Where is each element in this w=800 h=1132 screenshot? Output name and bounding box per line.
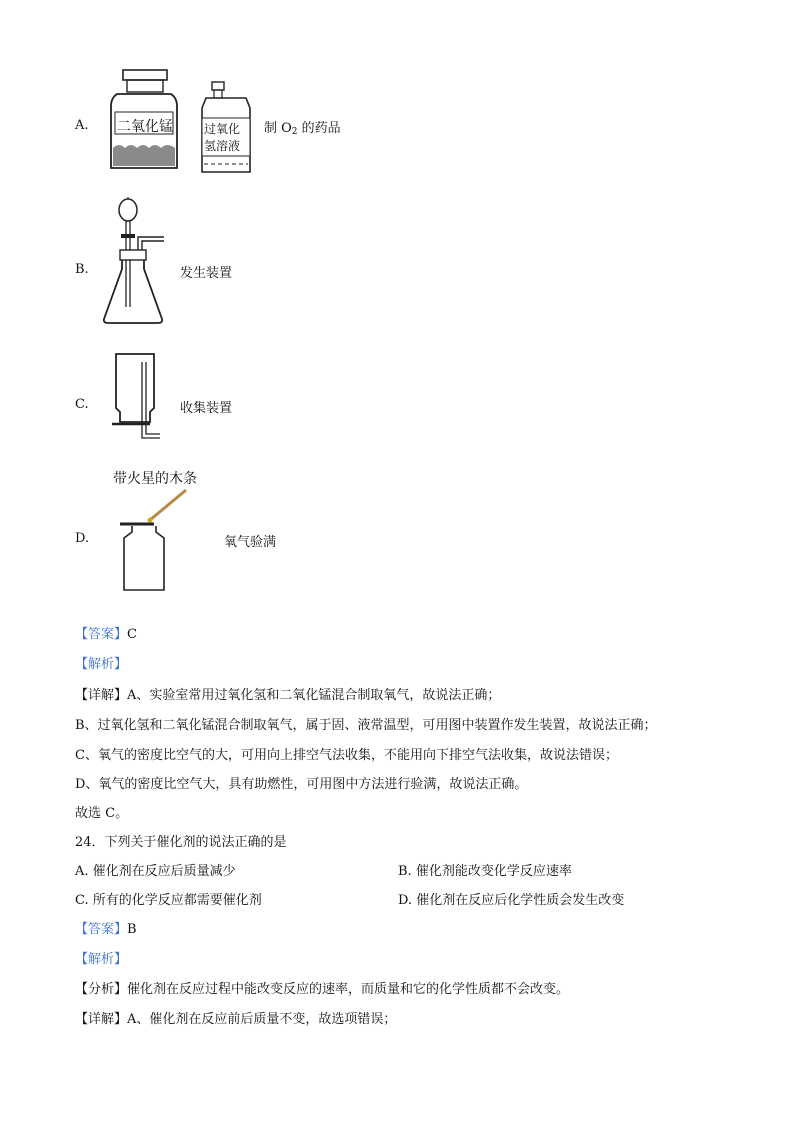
option-a-letter: A. (75, 118, 89, 133)
q23-detail-b: B、过氧化氢和二氧化锰混合制取氧气，属于固、液常温型，可用图中装置作发生装置，故说法正确； (75, 718, 657, 733)
bottle2-label-line1: 过氧化 (204, 122, 241, 136)
option-d-caption: 氧气验满 (224, 535, 277, 550)
q24-detail-a: 【详解】A、催化剂在反应前后质量不变，故选项错误； (75, 1012, 397, 1027)
option-d-letter: D. (75, 531, 90, 546)
q23-detail-d: D、氧气的密度比空气大，具有助燃性，可用图中方法进行验满，故说法正确。 (75, 777, 528, 792)
q23-answer-tag: 【答案】 (75, 627, 128, 642)
option-c-caption: 收集装置 (180, 401, 233, 416)
collection-apparatus-figure (110, 352, 170, 442)
q24-stem: 24．下列关于催化剂的说法正确的是 (75, 835, 287, 850)
option-a-caption: 制 $O_2$ 的药品 (264, 121, 341, 137)
q24-option-d: D. 催化剂在反应后化学性质会发生改变 (398, 893, 625, 908)
q23-analysis-tag: 【解析】 (75, 657, 128, 672)
glowing-splint-label: 带火星的木条 (113, 471, 197, 487)
q24-option-c: C. 所有的化学反应都需要催化剂 (75, 893, 262, 908)
q23-detail-a: 【详解】A、实验室常用过氧化氢和二氧化锰混合制取氧气，故说法正确； (75, 688, 501, 703)
q24-fenxi: 【分析】催化剂在反应过程中能改变反应的速率，而质量和它的化学性质都不会改变。 (75, 982, 570, 997)
bottle1-label: 二氧化锰 (117, 119, 173, 135)
q24-answer-line (75, 918, 137, 937)
oxygen-test-figure (110, 486, 200, 596)
q24-answer-value: B (127, 922, 137, 937)
q24-answer-tag: 【答案】 (75, 922, 128, 937)
option-c-letter: C. (75, 397, 89, 412)
q23-conclusion: 故选 C。 (75, 806, 129, 821)
q24-option-a: A. 催化剂在反应后质量减少 (75, 864, 236, 879)
option-b-caption: 发生装置 (180, 266, 233, 281)
option-b-letter: B. (75, 262, 89, 277)
q23-answer-value: C (127, 627, 137, 642)
q23-detail-c: C、氧气的密度比空气的大，可用向上排空气法收集，不能用向下排空气法收集，故说法错误； (75, 748, 618, 763)
bottle2-label-line2: 氢溶液 (204, 139, 241, 153)
q24-option-b: B. 催化剂能改变化学反应速率 (398, 864, 572, 879)
q23-answer-line (75, 623, 137, 642)
q24-analysis-tag: 【解析】 (75, 952, 128, 967)
